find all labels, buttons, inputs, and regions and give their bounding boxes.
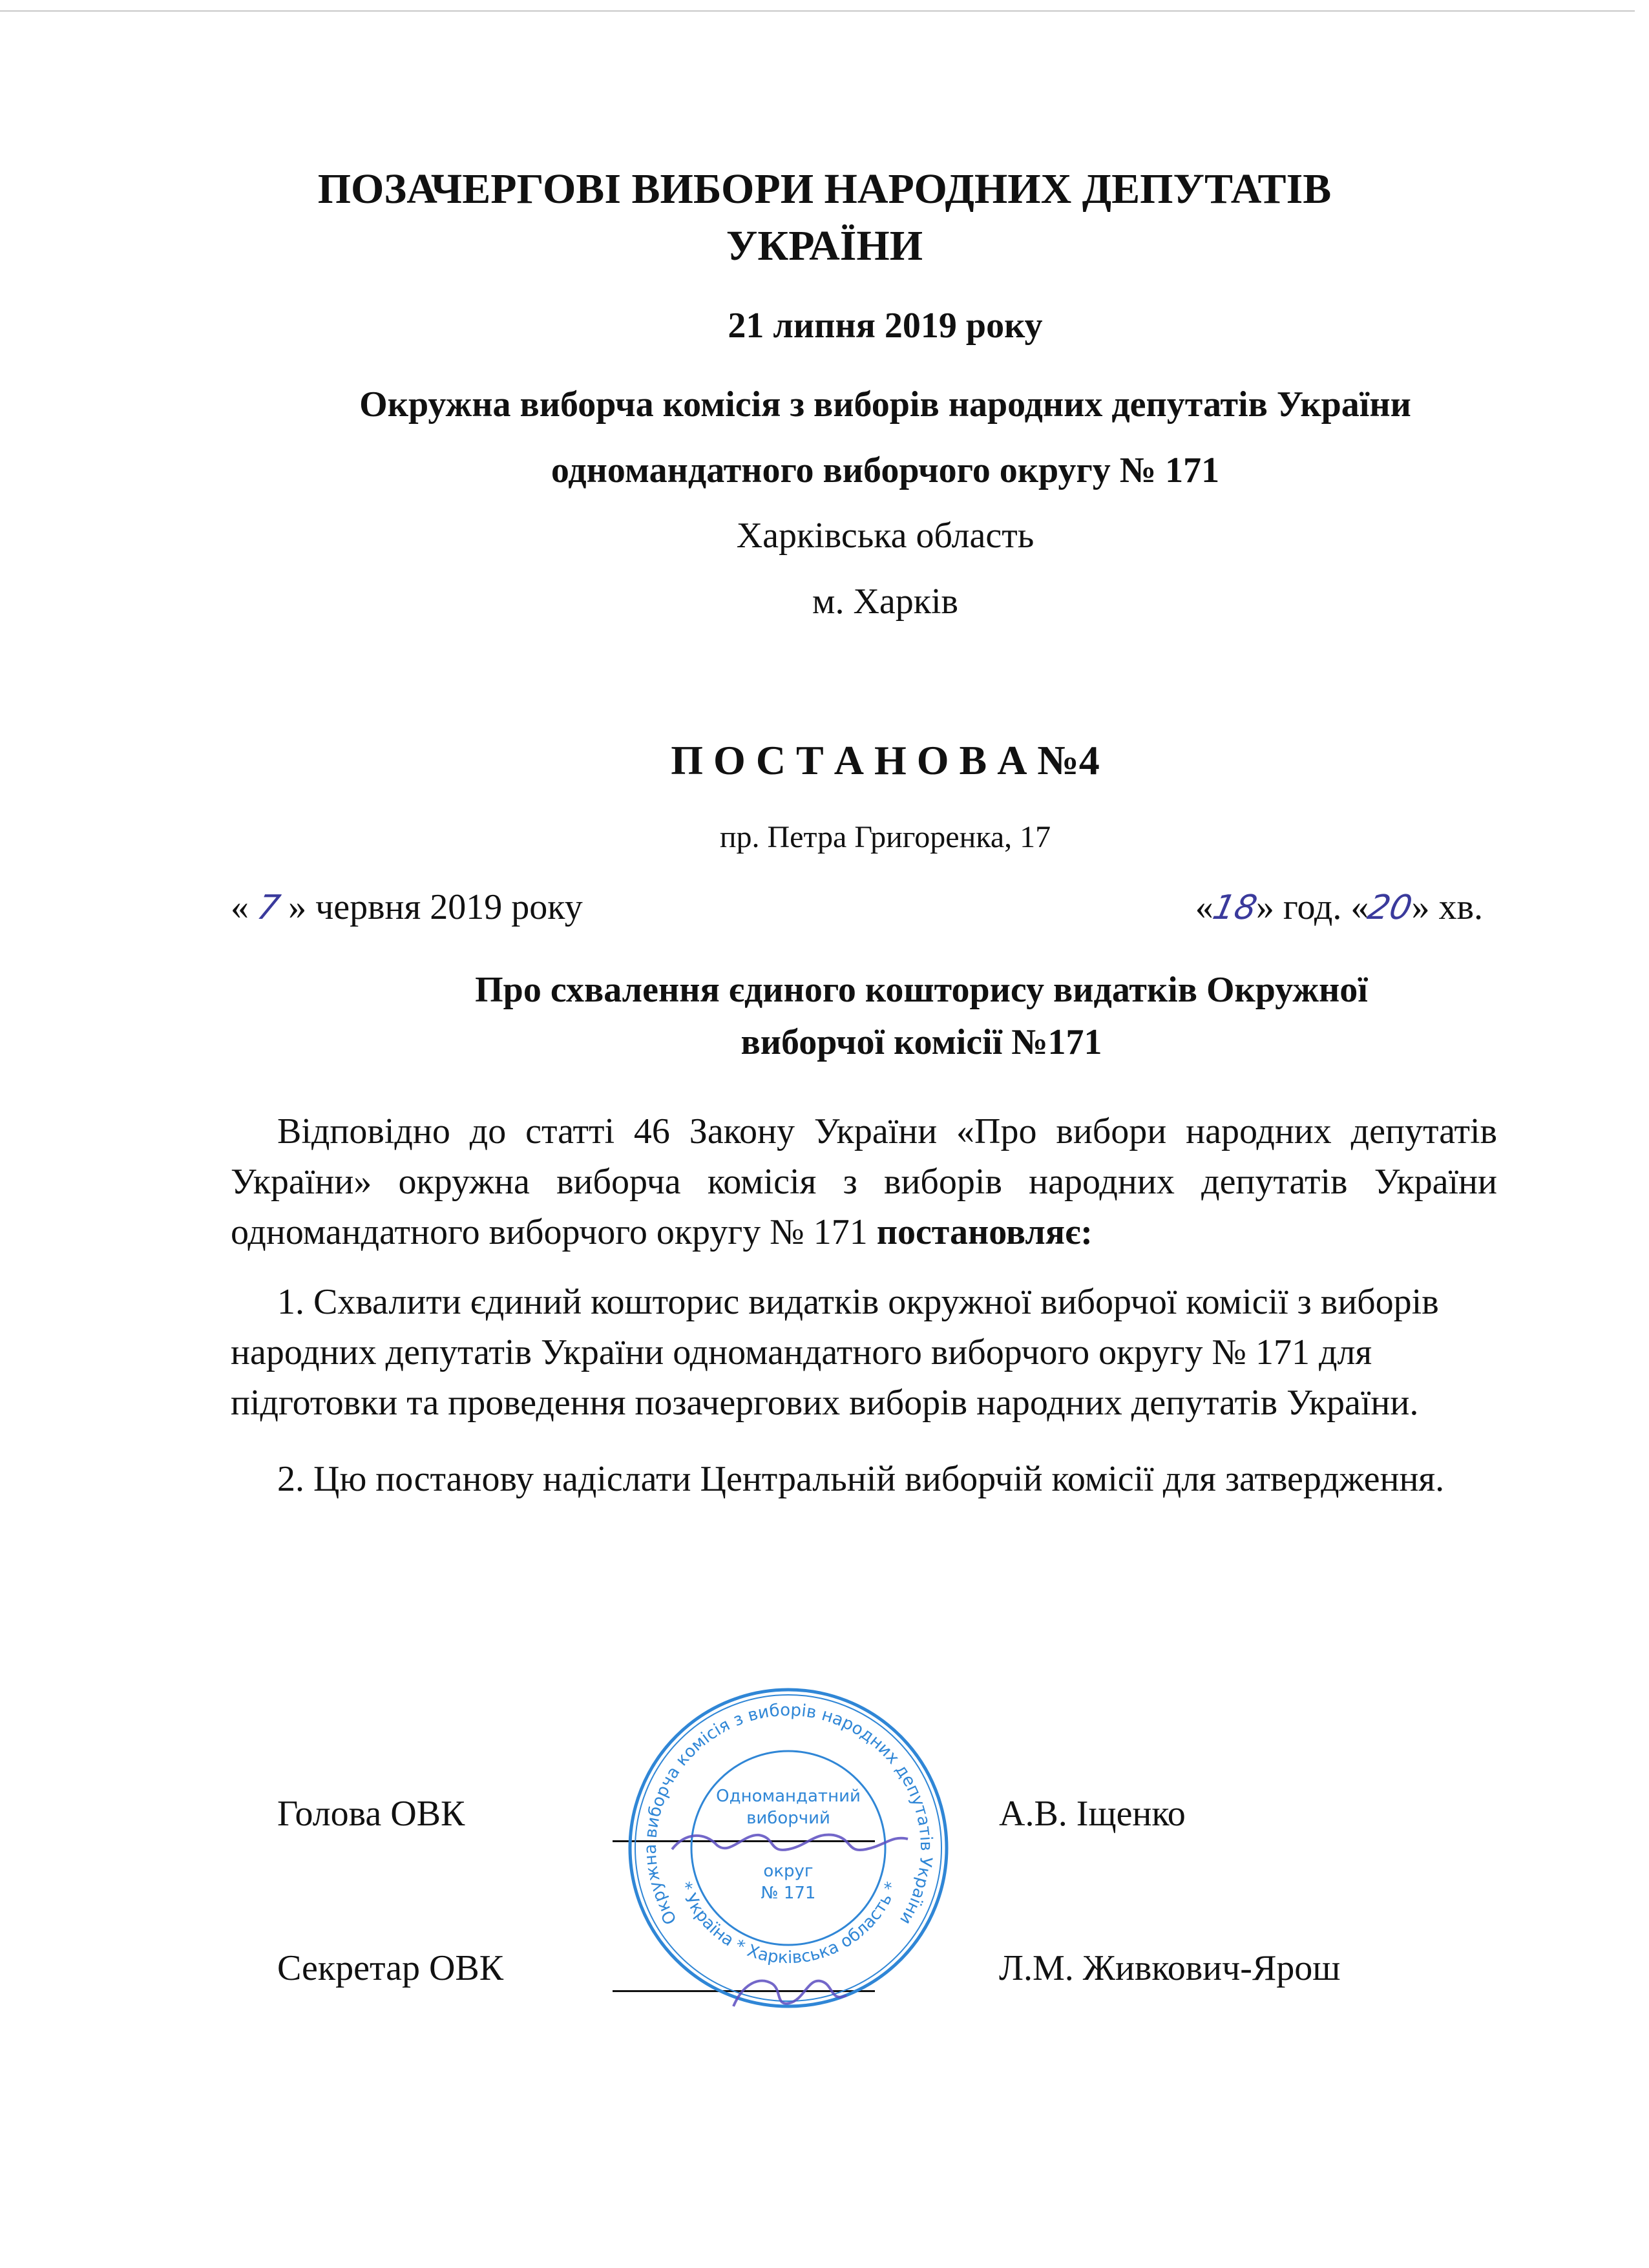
subject-line1: Про схвалення єдиного кошторису видатків Окружної <box>475 970 1368 1010</box>
handwritten-minute: 20 <box>1364 888 1416 927</box>
election-date: 21 липня 2019 року <box>728 306 1043 346</box>
date-rest: червня 2019 року <box>315 887 583 927</box>
item-1: 1. Схвалити єдиний кошторис видатків окружної виборчої комісії з виборів народних депутатів України одномандатного виборчого округу № 171 для підготовки та проведення позачергових виборів народних депутатів України. <box>231 1282 1439 1423</box>
address: пр. Петра Григоренка, 17 <box>719 820 1051 854</box>
header-title-line1: ПОЗАЧЕРГОВІ ВИБОРИ НАРОДНИХ ДЕПУТАТІВ <box>317 165 1332 213</box>
resolution-title: П О С Т А Н О В А №4 <box>671 737 1100 783</box>
chair-signature <box>672 1834 908 1850</box>
commission-line2: одномандатного виборчого округу № 171 <box>551 450 1220 490</box>
signature-role-chair: Голова ОВК <box>277 1794 465 1834</box>
resolution-time: «18» год. «20» хв. <box>1195 887 1483 927</box>
signature-role-secretary: Секретар ОВК <box>277 1948 504 1988</box>
subject-line2: виборчої комісії №171 <box>740 1022 1102 1062</box>
preamble-text: Відповідно до статті 46 Закону України «Про вибори народних депутатів України» окружна виборча комісія з виборів народних депутатів України одномандатного виборчого округу № 171 <box>231 1111 1497 1252</box>
stamp-center-line3: округ <box>763 1862 814 1881</box>
resolution-body <box>231 1106 1497 1530</box>
stamp-center-line4: № 171 <box>761 1884 816 1903</box>
handwritten-hour: 18 <box>1209 888 1261 927</box>
stamp-bottom-text: * Україна * Харківська область * <box>675 1879 902 1968</box>
city: м. Харків <box>812 582 958 622</box>
region: Харківська область <box>736 516 1035 556</box>
item-2: 2. Цю постанову надіслати Центральній виборчій комісії для затвердження. <box>277 1459 1445 1499</box>
signature-name-chair: А.В. Іщенко <box>999 1794 1186 1834</box>
handwritten-day: 7 <box>253 888 284 927</box>
quote-close: » <box>288 887 307 927</box>
stamp-center-line1: Одномандатний <box>716 1787 861 1806</box>
signature-name-secretary: Л.М. Живкович-Ярош <box>999 1948 1341 1988</box>
stamp-outer-text: Окружна виборча комісія з виборів народних депутатів України <box>640 1700 936 1928</box>
header-title-line2: УКРАЇНИ <box>726 222 923 269</box>
scan-edge-line <box>0 10 1635 12</box>
resolution-date <box>231 887 583 928</box>
preamble-bold: постановляє: <box>876 1212 1093 1252</box>
preamble <box>231 1106 1497 1257</box>
commission-line1: Окружна виборча комісія з виборів народних депутатів України <box>359 384 1411 425</box>
hour-suffix: год. <box>1283 887 1342 927</box>
official-stamp <box>620 1680 956 2016</box>
stamp-center-line2: виборчий <box>746 1809 830 1828</box>
minute-suffix: хв. <box>1438 887 1483 927</box>
quote-open: « <box>231 887 249 927</box>
